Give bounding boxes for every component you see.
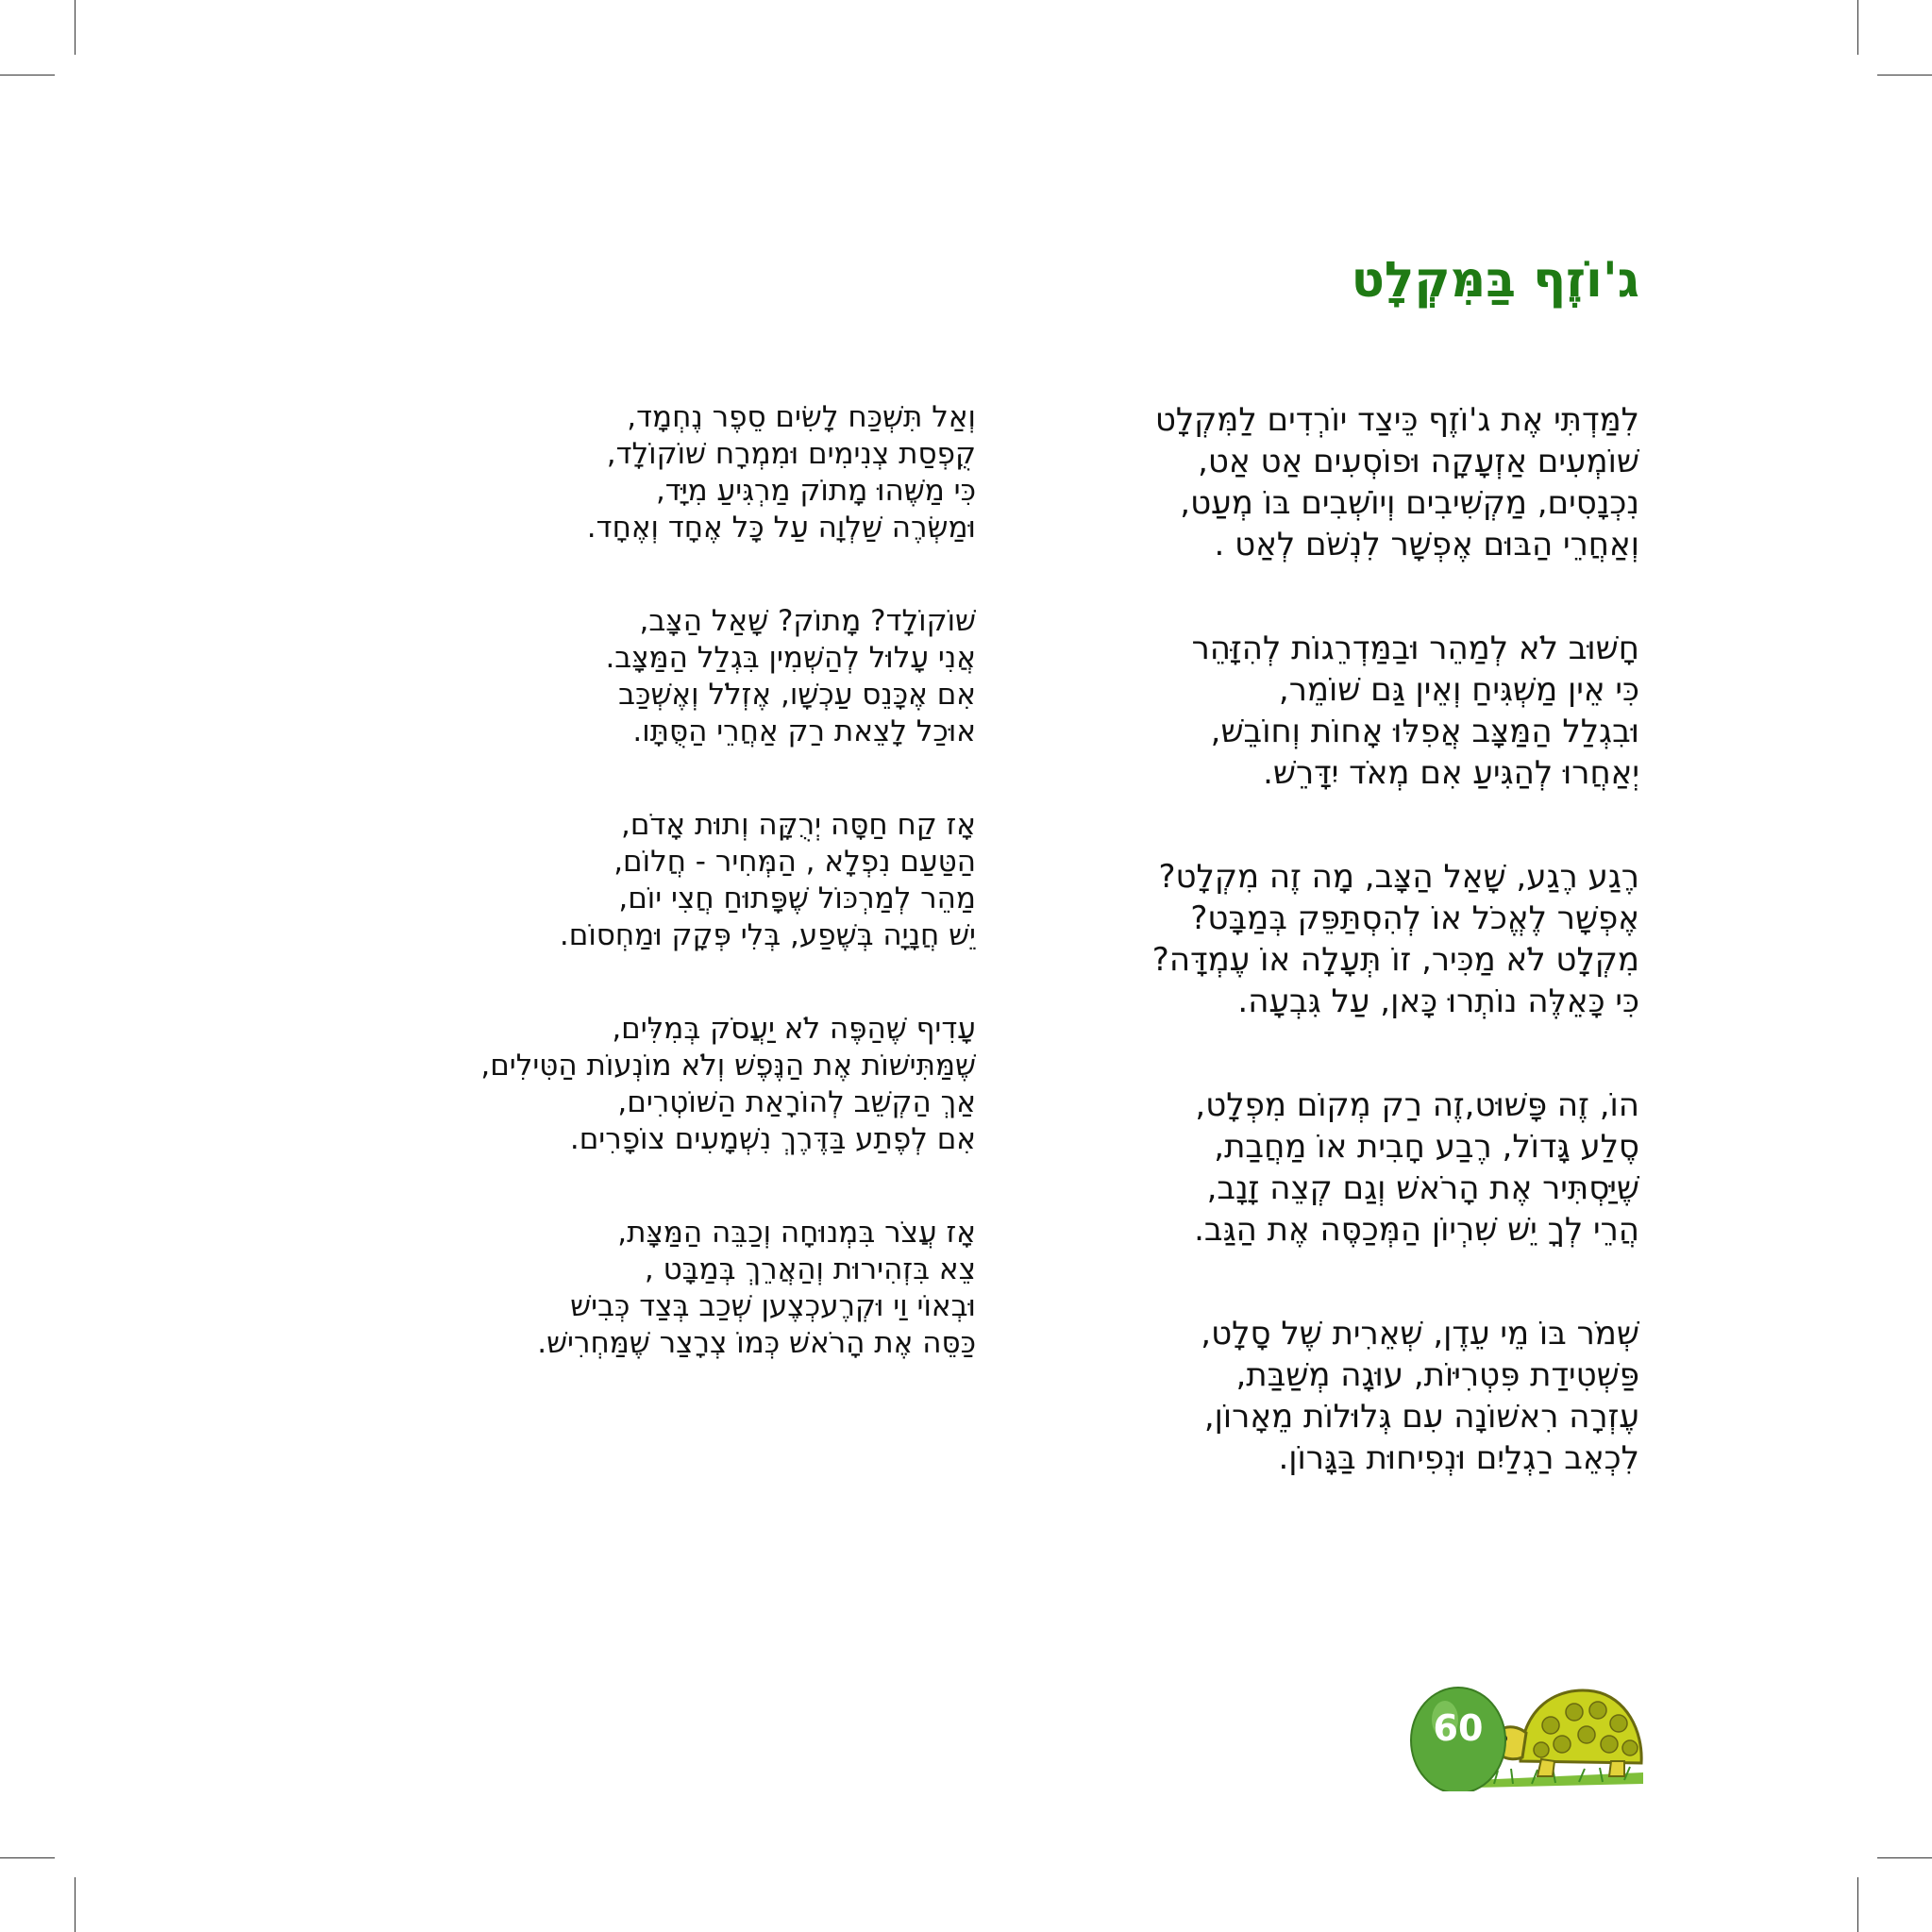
poem-line: לִמַּדְתִּי אֶת ג'וֹזֶף כֵּיצַד יוֹרְדִים לַמִּקְלָט xyxy=(1154,401,1639,439)
crop-mark xyxy=(75,1877,76,1932)
stanza xyxy=(372,399,976,546)
poem-line: לִכְאֵב רַגְלַיִם וּנְפִיחוּת בַּגָּרוֹן. xyxy=(1278,1439,1639,1477)
poem-line: כִּי מַשֶּׁהוּ מָתוֹק מַרְגִּיעַ מִיָּד, xyxy=(655,474,976,508)
poem-column-left xyxy=(372,399,976,1419)
stanza xyxy=(1149,856,1639,1022)
poem-line: כַּסֵּה אֶת הָרֹאשׁ כְּמוֹ צְרָצַר שֶׁמַּחְרִישׁ. xyxy=(537,1326,976,1360)
stanza xyxy=(1149,399,1639,565)
poem-line: אֲנִי עָלוּל לְהַשְׁמִין בִּגְלַל הַמַּצָּב. xyxy=(605,641,976,675)
stanza xyxy=(372,1011,976,1158)
poem-line: וּמַשְׂרֶה שַׁלְוָה עַל כָּל אֶחָד וְאֶחָד. xyxy=(586,511,976,545)
crop-mark xyxy=(1877,75,1932,76)
poem-line: וְאַחֲרֵי הַבּוּם אֶפְשָׁר לִנְשֹׁם לְאַט . xyxy=(1214,526,1639,563)
poem-line: צֵא בִּזְהִירוּת וְהַאֲרֵךְ בְּמַבָּט , xyxy=(644,1252,976,1286)
poem-line: יֵשׁ חֲנָיָה בְּשֶׁפַע, בְּלִי פְּקָק וּמַחְסוֹם. xyxy=(559,918,976,952)
stanza xyxy=(1149,1313,1639,1479)
poem-line: רֶגַע רֶגַע, שָׁאַל הַצָּב, מָה זֶה מִקְלָט? xyxy=(1158,858,1639,896)
poem-line: שׁוֹמְעִים אַזְעָקָה וּפוֹסְעִים אַט אַט, xyxy=(1198,443,1639,480)
crop-mark xyxy=(1857,0,1858,55)
poem-line: וּבְאוֹי וַי וּקְרֶעכְצֶען שְׁכַב בְּצַד כְּבִישׁ xyxy=(570,1289,976,1323)
poem-line: מַהֵר לְמַרְכּוֹל שֶׁפָּתוּחַ חֲצִי יוֹם, xyxy=(618,882,976,916)
poem-line: נִכְנָסִים, מַקְשִׁיבִים וְיוֹשְׁבִים בּוֹ מְעַט, xyxy=(1180,484,1639,522)
poem-line: אָז קַח חַסָּה יְרֻקָּה וְתוּת אָדֹם, xyxy=(621,808,976,842)
poem-line: אָז עֲצֹר בִּמְנוּחָה וְכַבֵּה הַמַּצָּת, xyxy=(617,1216,976,1250)
poem-line: אַךְ הַקְשֵׁב לְהוֹרָאַת הַשּׁוֹטְרִים, xyxy=(617,1085,976,1119)
poem-line: שֶׁיַּסְתִּיר אֶת הָרֹאשׁ וְגַם קְצֵה זָנָב, xyxy=(1206,1169,1639,1207)
crop-mark xyxy=(1857,1877,1858,1932)
poem-line: וּבִגְלַל הַמַּצָּב אֲפִלּוּ אָחוֹת וְחוֹבֵשׁ, xyxy=(1210,713,1639,750)
poem-line: קֻפְסַת צְנִימִים וּמִמְרָח שׁוֹקוֹלָד, xyxy=(606,437,976,471)
poem-line: יְאַחֲרוּ לְהַגִּיעַ אִם מְאֹד יִדָּרֵשׁ. xyxy=(1263,754,1639,792)
poem-line: אִם אֶכָּנֵס עַכְשָׁו, אֶזְלֹל וְאֶשְׁכַּב xyxy=(618,678,976,712)
poem-line: מִקְלָט לֹא מַכִּיר, זוֹ תְּעָלָה אוֹ עֶמְדָּה? xyxy=(1151,941,1639,979)
poem-line: שֶׁמַּתִּישׁוֹת אֶת הַנֶּפֶשׁ וְלֹא מוֹנְעוֹת הַטִּילִים, xyxy=(480,1049,976,1083)
stanza xyxy=(372,1215,976,1362)
poem-title: ג'וֹזֶף בַּמִּקְלָט xyxy=(1351,252,1639,309)
poem-line: אֶפְשָׁר לֶאֱכֹל אוֹ לְהִסְתַּפֵּק בְּמַבָּט? xyxy=(1190,899,1639,937)
poem-line: סֶלַע גָּדוֹל, רֶבַע חָבִית אוֹ מַחֲבַת, xyxy=(1214,1128,1639,1166)
stanza xyxy=(1149,628,1639,794)
poem-line: עָדִיף שֶׁהַפֶּה לֹא יַעֲסֹק בְּמִלִּים, xyxy=(612,1012,976,1046)
crop-mark xyxy=(75,0,76,55)
poem-line: הַטַּעַם נִפְלָא , הַמְּחִיר - חֲלוֹם, xyxy=(613,845,976,879)
poem-line: אִם לְפֶתַע בַּדֶּרֶךְ נִשְׁמָעִים צוֹפָרִים. xyxy=(569,1122,976,1156)
poem-line: פַּשְׁטִידַת פִּטְרִיּוֹת, עוּגָה מְשַׁבַּת, xyxy=(1235,1356,1639,1394)
stanza xyxy=(1149,1084,1639,1251)
crop-mark xyxy=(1877,1857,1932,1858)
page-badge xyxy=(1409,1678,1645,1791)
stanza xyxy=(372,603,976,750)
poem-line: אוּכַל לָצֵאת רַק אַחֲרֵי הַסֻּתָּו. xyxy=(632,714,976,748)
poem-line: חָשׁוּב לֹא לְמַהֵר וּבַמַּדְרֵגוֹת לְהִזָּהֵר xyxy=(1191,630,1639,667)
stanza xyxy=(372,807,976,954)
poem-line: הוֹ, זֶה פָּשׁוּט,זֶה רַק מְקוֹם מִפְלָט, xyxy=(1195,1086,1639,1124)
poem-line: שׁוֹקוֹלָד? מָתוֹק? שָׁאַל הַצָּב, xyxy=(639,604,976,638)
poem-line: שְׁמֹר בּוֹ מֵי עֵדֶן, שְׁאֵרִית שֶׁל סָלָט, xyxy=(1201,1315,1639,1352)
poem-line: עֶזְרָה רִאשׁוֹנָה עִם גְּלוּלוֹת מֵאָרוֹן, xyxy=(1203,1398,1639,1436)
poem-line: כִּי כָּאֵלֶּה נוֹתְרוּ כָּאן, עַל גִּבְעָה. xyxy=(1237,983,1639,1020)
poem-line: וְאַל תִּשְׁכַּח לָשִׂים סֵפֶר נֶחְמָד, xyxy=(627,400,976,434)
poem-line: הֲרֵי לְךָ יֵשׁ שִׁרְיוֹן הַמְּכַסֶּה אֶת הַגַּב. xyxy=(1194,1211,1639,1249)
crop-mark xyxy=(0,1857,55,1858)
poem-column-right xyxy=(1149,399,1639,1541)
page-number: 60 xyxy=(1433,1707,1484,1749)
poem-line: כִּי אֵין מַשְׁגִּיחַ וְאֵין גַּם שׁוֹמֵר, xyxy=(1278,671,1639,709)
crop-mark xyxy=(0,75,55,76)
